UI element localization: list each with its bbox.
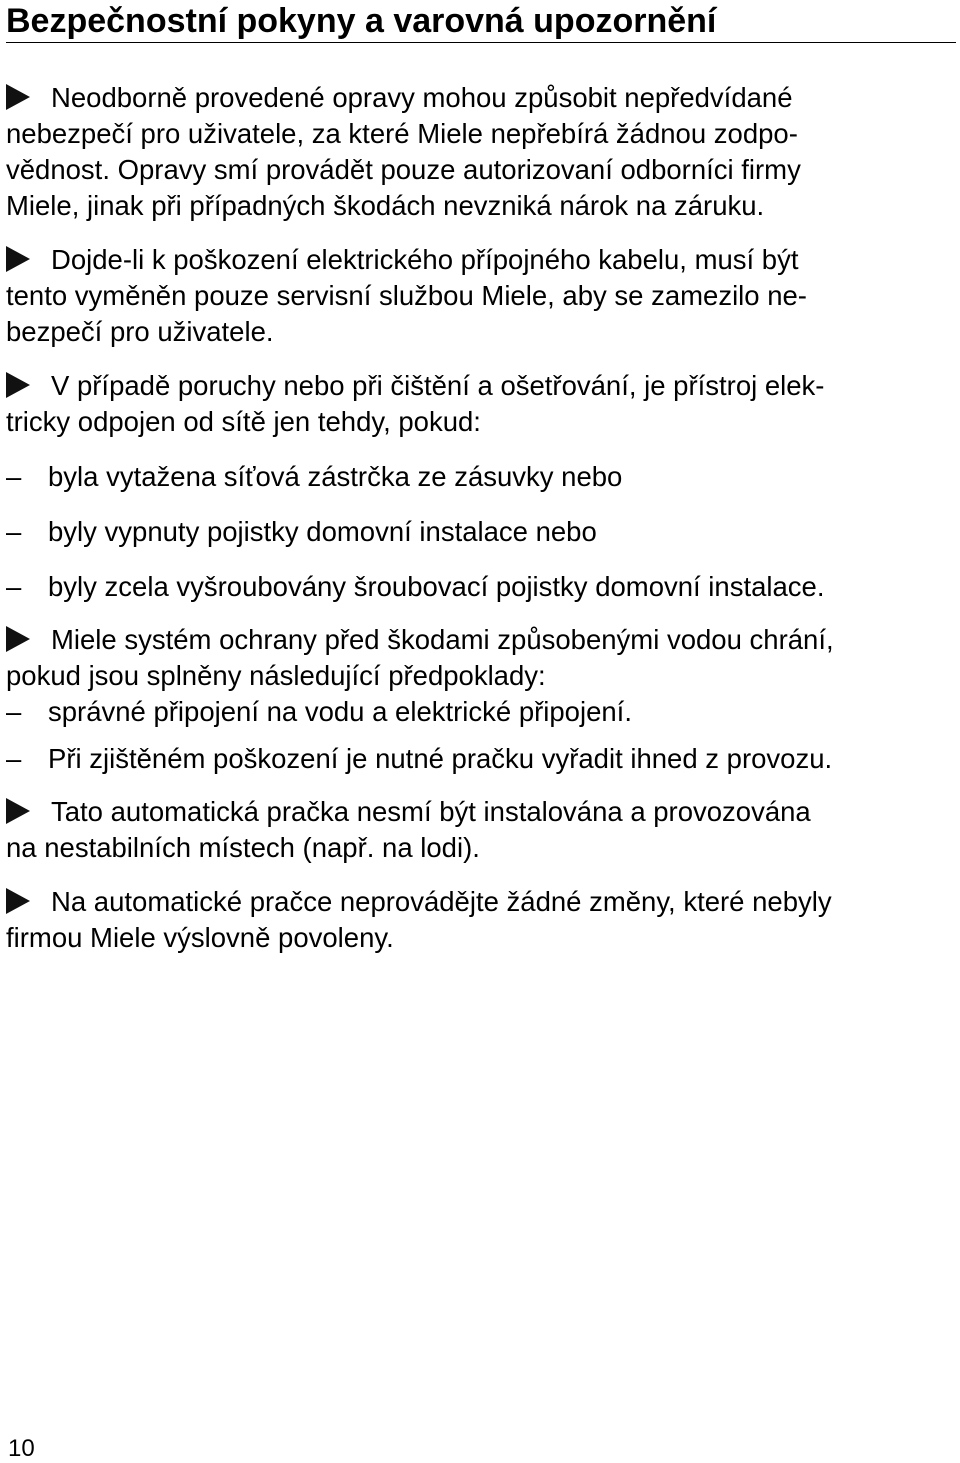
instruction-installation [6, 794, 951, 866]
list-item: – správné připojení na vodu a elektrické připojení. [6, 694, 951, 730]
instruction-line: bezpečí pro uživatele. [6, 316, 274, 347]
instruction-line: tricky odpojen od sítě jen tehdy, pokud: [6, 406, 481, 437]
instruction-line: na nestabilních místech (např. na lodi). [6, 832, 480, 863]
instruction-water-protection [6, 622, 951, 777]
instruction-modifications [6, 884, 951, 956]
arrow-bullet-icon [6, 798, 30, 824]
instruction-line: V případě poruchy nebo při čištění a ošetřování, je přístroj elek- [6, 368, 951, 404]
instruction-line: Miele systém ochrany před škodami způsobenými vodou chrání, [6, 622, 951, 658]
list-item: – byly zcela vyšroubovány šroubovací pojistky domovní instalace. [6, 569, 951, 605]
dash-bullet: – [6, 696, 22, 727]
list-item: – byla vytažena síťová zástrčka ze zásuvky nebo [6, 459, 951, 495]
instruction-line: Dojde-li k poškození elektrického přípojného kabelu, musí být [6, 242, 951, 278]
instruction-line: Na automatické pračce neprovádějte žádné změny, které nebyly [6, 884, 951, 920]
instruction-power-cable [6, 242, 951, 350]
instruction-line: Neodborně provedené opravy mohou způsobit nepředvídané [6, 80, 951, 116]
instruction-line: tento vyměněn pouze servisní službou Miele, aby se zamezilo ne- [6, 280, 807, 311]
arrow-bullet-icon [6, 372, 30, 398]
instruction-line: pokud jsou splněny následující předpoklady: [6, 660, 546, 691]
arrow-bullet-icon [6, 246, 30, 272]
arrow-bullet-icon [6, 84, 30, 110]
instruction-line: Miele, jinak při případných škodách nevzniká nárok na záruku. [6, 190, 765, 221]
list-item: – byly vypnuty pojistky domovní instalace nebo [6, 514, 951, 550]
instruction-repairs [6, 80, 951, 224]
page-title: Bezpečnostní pokyny a varovná upozornění [6, 0, 956, 43]
instruction-line: Tato automatická pračka nesmí být instalována a provozována [6, 794, 951, 830]
dash-bullet: – [6, 571, 22, 602]
arrow-bullet-icon [6, 626, 30, 652]
dash-bullet: – [6, 743, 22, 774]
list-item: – Při zjištěném poškození je nutné pračku vyřadit ihned z provozu. [6, 741, 951, 777]
arrow-bullet-icon [6, 888, 30, 914]
dash-bullet: – [6, 461, 22, 492]
dash-bullet: – [6, 516, 22, 547]
instruction-line: vědnost. Opravy smí provádět pouze autorizovaní odborníci firmy [6, 154, 801, 185]
safety-instructions [6, 80, 951, 956]
instruction-line: nebezpečí pro uživatele, za které Miele nepřebírá žádnou zodpo- [6, 118, 798, 149]
instruction-line: firmou Miele výslovně povoleny. [6, 922, 394, 953]
page-number: 10 [8, 1435, 35, 1462]
instruction-disconnect [6, 368, 951, 605]
